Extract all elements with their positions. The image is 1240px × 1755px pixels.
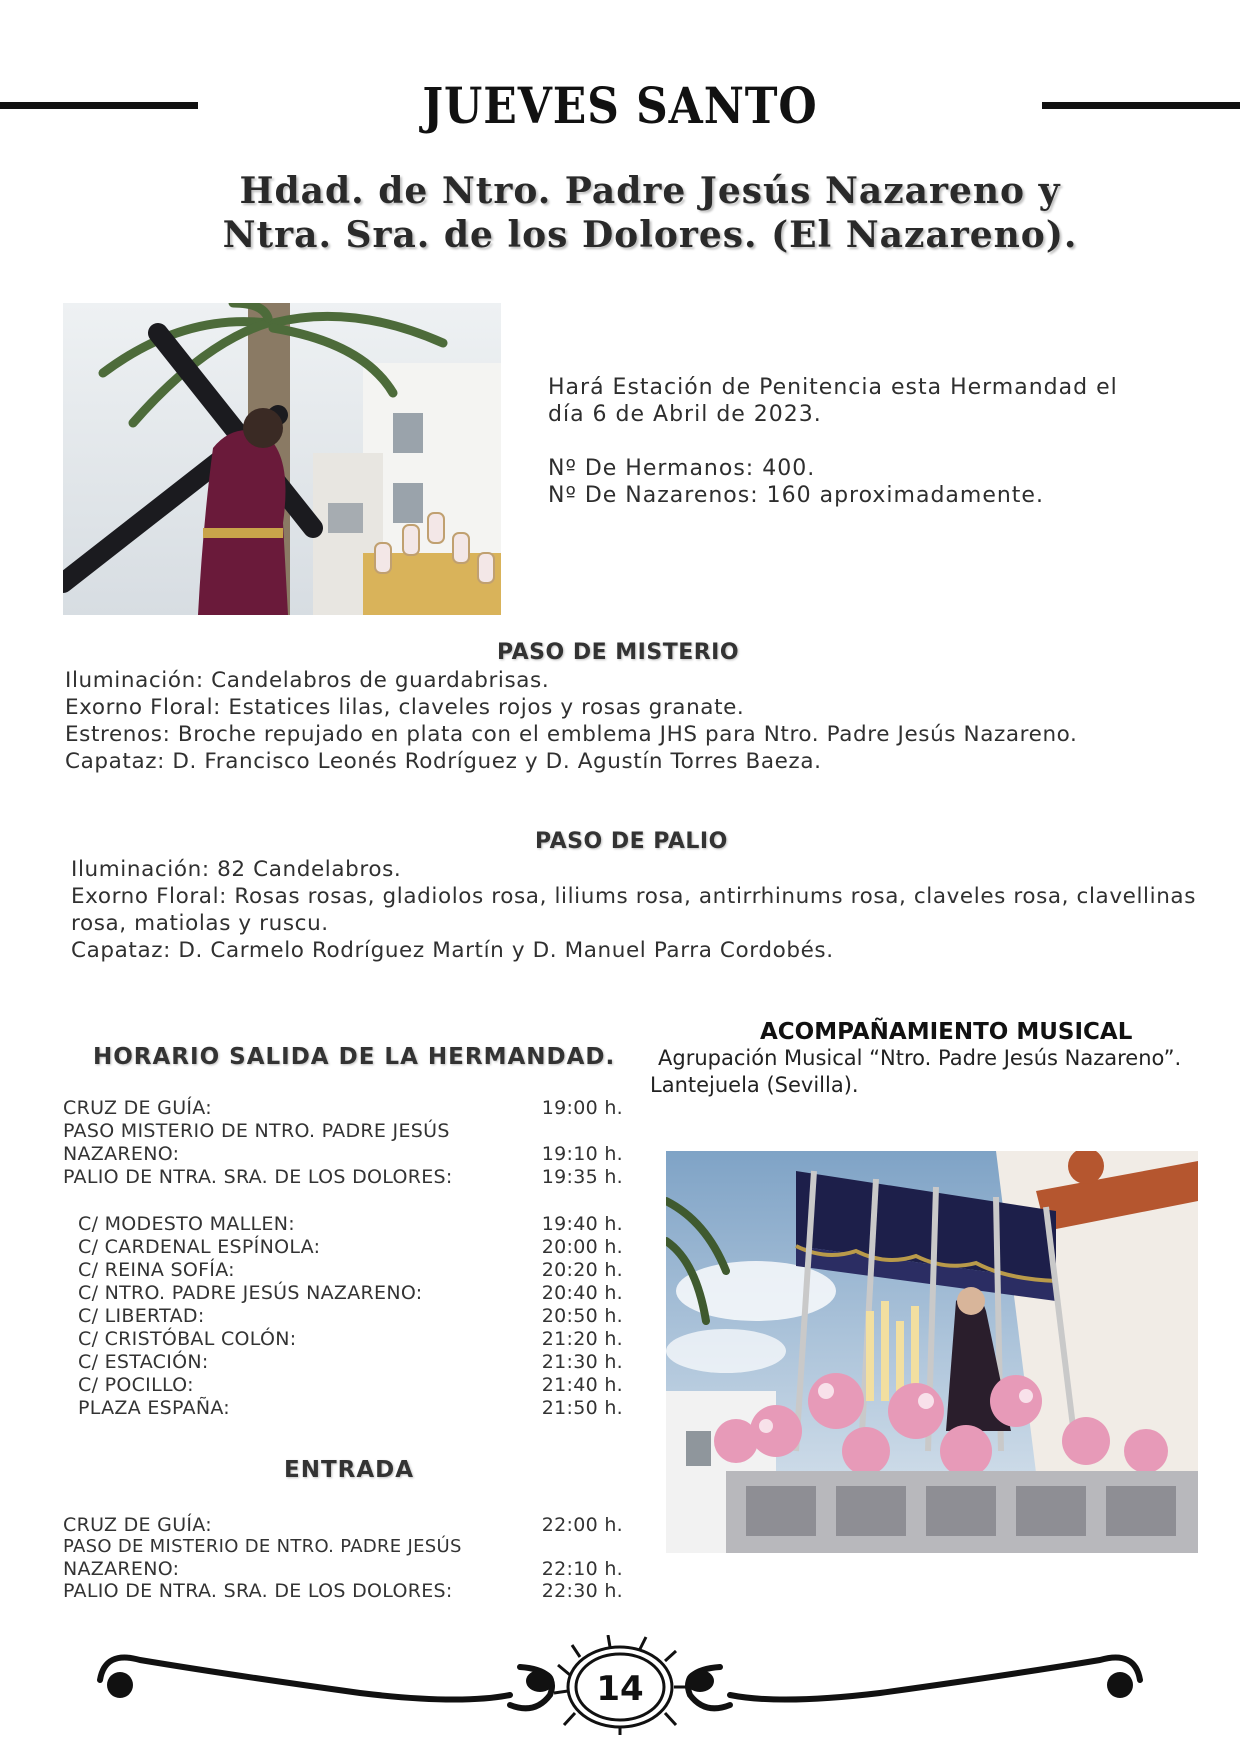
misterio-line-4: Capataz: D. Francisco Leonés Rodríguez y D. Agustín Torres Baeza. xyxy=(65,749,822,774)
musica-heading: ACOMPAÑAMIENTO MUSICAL xyxy=(760,1019,1133,1045)
musica-text xyxy=(650,1045,1230,1099)
entrada-row xyxy=(63,1580,623,1602)
calle-label: C/ POCILLO: xyxy=(78,1374,194,1396)
calle-row xyxy=(78,1213,623,1235)
calle-time: 20:20 h. xyxy=(541,1259,623,1281)
salida-label: NAZARENO: xyxy=(63,1143,180,1165)
entrada-time: 22:10 h. xyxy=(541,1558,623,1580)
calle-label: C/ MODESTO MALLEN: xyxy=(78,1213,295,1235)
calle-time: 20:50 h. xyxy=(541,1305,623,1327)
calle-time: 19:40 h. xyxy=(541,1213,623,1235)
brotherhood-title-line2: Ntra. Sra. de los Dolores. (El Nazareno). xyxy=(222,214,1078,256)
palio-capataz: Capataz: D. Carmelo Rodríguez Martín y D. Manuel Parra Cordobés. xyxy=(71,938,834,963)
musica-line-2: Lantejuela (Sevilla). xyxy=(650,1073,859,1097)
entrada-label: PASO DE MISTERIO DE NTRO. PADRE JESÚS xyxy=(63,1536,462,1557)
calle-label: C/ ESTACIÓN: xyxy=(78,1351,209,1373)
entrada-label: PALIO DE NTRA. SRA. DE LOS DOLORES: xyxy=(63,1580,453,1602)
calle-time: 21:30 h. xyxy=(541,1351,623,1373)
entrada-time: 22:00 h. xyxy=(541,1514,623,1536)
misterio-heading: PASO DE MISTERIO xyxy=(497,640,740,665)
salida-row xyxy=(63,1143,623,1165)
intro-line-2: día 6 de Abril de 2023. xyxy=(548,402,822,427)
calle-row xyxy=(78,1374,623,1396)
misterio-line-3: Estrenos: Broche repujado en plata con el emblema JHS para Ntro. Padre Jesús Nazareno. xyxy=(65,722,1078,747)
page-number: 14 xyxy=(596,1669,644,1709)
palio-photo xyxy=(666,1151,1198,1553)
calle-label: C/ CARDENAL ESPÍNOLA: xyxy=(78,1236,321,1258)
horario-heading: HORARIO SALIDA DE LA HERMANDAD. xyxy=(93,1044,616,1070)
hermanos-count: Nº De Hermanos: 400. xyxy=(548,456,816,481)
calle-time: 21:40 h. xyxy=(541,1374,623,1396)
palio-heading: PASO DE PALIO xyxy=(535,829,728,854)
misterio-line-2: Exorno Floral: Estatices lilas, claveles rojos y rosas granate. xyxy=(65,695,745,720)
salida-label: PALIO DE NTRA. SRA. DE LOS DOLORES: xyxy=(63,1166,453,1188)
entrada-label: CRUZ DE GUÍA: xyxy=(63,1514,212,1536)
calle-row xyxy=(78,1236,623,1258)
calle-label: C/ NTRO. PADRE JESÚS NAZARENO: xyxy=(78,1282,423,1304)
palio-iluminacion: Iluminación: 82 Candelabros. xyxy=(71,857,402,882)
calle-label: C/ CRISTÓBAL COLÓN: xyxy=(78,1328,297,1350)
calle-row xyxy=(78,1328,623,1350)
salida-label: PASO MISTERIO DE NTRO. PADRE JESÚS xyxy=(63,1120,450,1142)
calle-row xyxy=(78,1305,623,1327)
nazarenos-count: Nº De Nazarenos: 160 aproximadamente. xyxy=(548,483,1044,508)
entrada-time: 22:30 h. xyxy=(541,1580,623,1602)
palio-exorno: Exorno Floral: Rosas rosas, gladiolos rosa, liliums rosa, antirrhinums rosa, claveles rosa, clavellinas rosa, matiolas y ruscu. xyxy=(71,884,1196,936)
calle-label: C/ LIBERTAD: xyxy=(78,1305,205,1327)
intro-line-1: Hará Estación de Penitencia esta Hermandad el xyxy=(548,375,1118,400)
footer-ornament xyxy=(80,1635,1160,1735)
calle-time: 21:20 h. xyxy=(541,1328,623,1350)
calle-time: 20:00 h. xyxy=(541,1236,623,1258)
entrada-row xyxy=(63,1514,623,1536)
nazareno-photo xyxy=(63,303,501,615)
entrada-heading: ENTRADA xyxy=(284,1457,415,1483)
palio-photo-illustration xyxy=(666,1151,1198,1553)
brotherhood-title-line1: Hdad. de Ntro. Padre Jesús Nazareno y xyxy=(239,170,1061,212)
salida-label: CRUZ DE GUÍA: xyxy=(63,1097,212,1119)
calle-row xyxy=(78,1351,623,1373)
misterio-line-1: Iluminación: Candelabros de guardabrisas. xyxy=(65,668,550,693)
calle-label: PLAZA ESPAÑA: xyxy=(78,1397,231,1419)
calle-row xyxy=(78,1397,623,1419)
musica-line-1: Agrupación Musical “Ntro. Padre Jesús Nazareno”. xyxy=(658,1046,1182,1070)
salida-row xyxy=(63,1120,623,1142)
entrada-label: NAZARENO: xyxy=(63,1558,180,1580)
calle-time: 21:50 h. xyxy=(541,1397,623,1419)
calle-row xyxy=(78,1259,623,1281)
salida-row xyxy=(63,1166,623,1188)
page-title: JUEVES SANTO xyxy=(422,76,818,135)
entrada-row xyxy=(63,1558,623,1580)
calle-row xyxy=(78,1282,623,1304)
salida-time: 19:10 h. xyxy=(541,1143,623,1165)
intro-text xyxy=(548,374,1168,509)
calle-label: C/ REINA SOFÍA: xyxy=(78,1259,235,1281)
salida-row xyxy=(63,1097,623,1119)
entrada-row xyxy=(63,1536,623,1557)
calle-time: 20:40 h. xyxy=(541,1282,623,1304)
nazareno-photo-illustration xyxy=(63,303,501,615)
salida-time: 19:00 h. xyxy=(541,1097,623,1119)
salida-time: 19:35 h. xyxy=(541,1166,623,1188)
palio-details xyxy=(71,856,1196,964)
misterio-details xyxy=(65,667,1195,775)
